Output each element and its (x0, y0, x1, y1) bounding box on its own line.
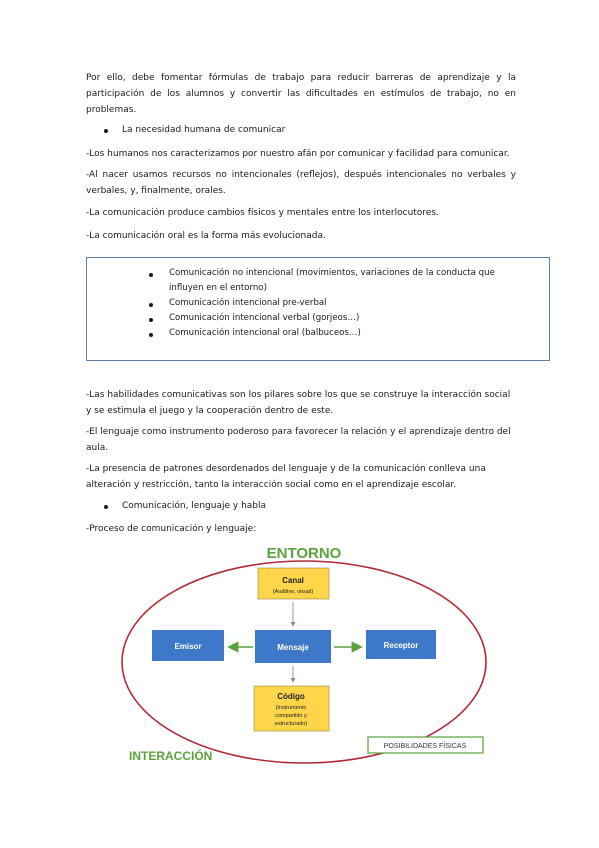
communication-diagram (121, 542, 491, 766)
box-item-3: Comunicación intencional verbal (gorjeos…) (169, 313, 360, 323)
box-item-2: Comunicación intencional pre-verbal (169, 298, 327, 308)
codigo-sub-1: (Instrumento (275, 705, 307, 711)
bullet-icon (104, 129, 108, 133)
communication-types-box (86, 257, 550, 361)
heading-comunicacion: Comunicación, lenguaje y habla (122, 501, 267, 511)
mensaje-label: Mensaje (277, 643, 309, 652)
paragraph-3: -La comunicación produce cambios físicos y mentales entre los interlocutores. (86, 208, 439, 218)
box-item-1: Comunicación no intencional (movimientos, variaciones de la conducta que influyen en el entorno) (169, 268, 495, 293)
intro-paragraph: Por ello, debe fomentar fórmulas de trabajo para reducir barreras de aprendizaje y la participación de los alumnos y convertir las dificultades en estímulos de trabajo, no en problemas. (86, 73, 516, 115)
receptor-label: Receptor (383, 641, 419, 650)
bullet-icon (104, 505, 108, 509)
paragraph-4: -La comunicación oral es la forma más evolucionada. (86, 231, 326, 241)
box-item-4: Comunicación intencional oral (balbuceos…) (169, 328, 361, 338)
entorno-label: ENTORNO (266, 545, 342, 562)
interaccion-label: INTERACCIÓN (129, 749, 213, 763)
posibilidades-label: POSIBILIDADES FÍSICAS (383, 743, 467, 750)
canal-label: Canal (282, 576, 304, 585)
paragraph-2: -Al nacer usamos recursos no intencionales (reflejos), después intencionales no verbales y verbales, y, finalmente, orales. (86, 170, 516, 196)
codigo-label: Código (277, 692, 305, 701)
paragraph-6: -El lenguaje como instrumento poderoso para favorecer la relación y el aprendizaje dentro del aula. (86, 427, 511, 453)
heading-necesidad: La necesidad humana de comunicar (122, 125, 286, 135)
paragraph-5: -Las habilidades comunicativas son los pilares sobre los que se construye la interacción social y se estimula el juego y la cooperación dentro de este. (86, 390, 511, 416)
codigo-sub-3: estructurado) (274, 721, 308, 727)
codigo-sub-2: compartido y (275, 713, 307, 719)
emisor-label: Emisor (174, 642, 202, 651)
bullet-icon (149, 318, 153, 322)
canal-sub: (Auditivo, visual) (272, 589, 314, 595)
paragraph-1: -Los humanos nos caracterizamos por nuestro afán por comunicar y facilidad para comunicar. (86, 149, 510, 159)
paragraph-7: -La presencia de patrones desordenados del lenguaje y de la comunicación conlleva una alteración y restricción, tanto la interacción social como en el aprendizaje escolar. (86, 464, 486, 490)
paragraph-8: -Proceso de comunicación y lenguaje: (86, 524, 257, 534)
bullet-icon (149, 303, 153, 307)
bullet-icon (149, 273, 153, 277)
bullet-icon (149, 333, 153, 337)
